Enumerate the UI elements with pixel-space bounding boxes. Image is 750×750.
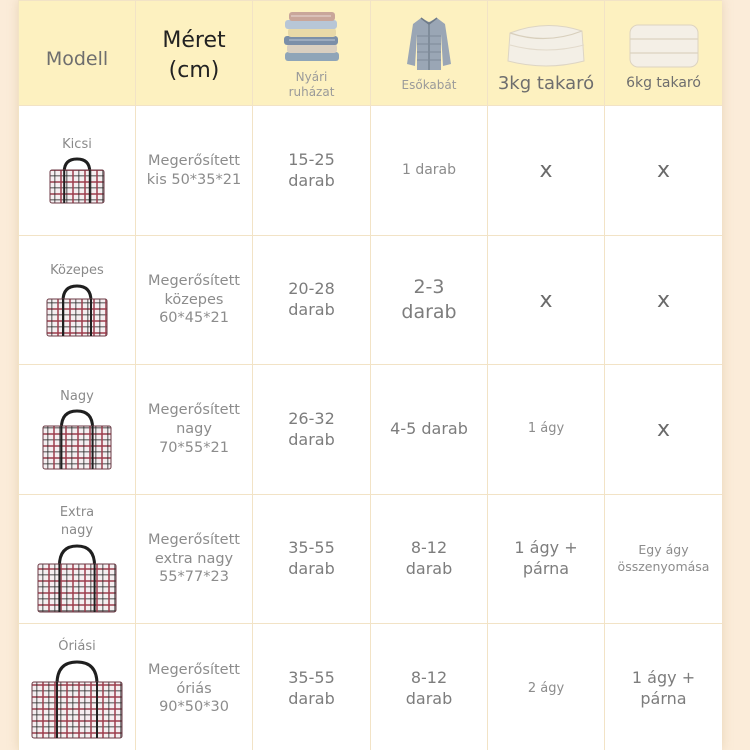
size-text-line: Megerősített: [148, 402, 240, 419]
quilt6-cell: [605, 624, 723, 750]
raincoat-value-line: 2-3: [413, 276, 445, 299]
comparison-card: [18, 0, 722, 750]
table-row: [19, 236, 723, 365]
folded-quilt-icon: [504, 15, 588, 71]
size-cell: [136, 495, 253, 624]
quilt6-value-line: összenyomása: [617, 559, 710, 574]
size-text-line: kis 50*35*21: [146, 171, 242, 188]
size-cell: [136, 624, 253, 750]
quilt6-cell: [605, 106, 723, 236]
summer-value-line: darab: [288, 170, 335, 190]
summer-value-line: 26-32: [288, 408, 335, 428]
summer-value-line: 20-28: [288, 279, 335, 299]
table-row: [19, 365, 723, 495]
quilt6-value-line: x: [656, 158, 671, 183]
size-text-line: 90*50*30: [159, 699, 229, 716]
raincoat-value-line: 8-12: [410, 538, 448, 558]
raincoat-cell: [371, 365, 488, 495]
quilt3-value-line: 1 ágy: [527, 421, 565, 437]
raincoat-cell: [371, 106, 488, 236]
quilt6-cell: [605, 236, 723, 365]
quilt3-value-line: párna: [522, 559, 570, 578]
header-quilt3-label: 3kg takaró: [497, 72, 595, 94]
header-meret-unit: (cm): [168, 58, 220, 83]
plaid-storage-bag-icon: [48, 157, 106, 205]
model-cell: [19, 365, 136, 495]
header-row: [19, 1, 723, 106]
raincoat-value-line: 1 darab: [401, 162, 457, 179]
summer-value-line: darab: [288, 429, 335, 449]
size-text-line: Megerősített: [148, 272, 240, 289]
model-name-line: Nagy: [60, 388, 94, 404]
puffer-jacket-icon: [405, 14, 453, 72]
raincoat-value-line: darab: [405, 689, 453, 708]
header-summer-clothes: [253, 1, 371, 106]
model-name-line: Extra: [59, 505, 95, 521]
header-quilt6: [605, 1, 723, 106]
summer-clothes-cell: [253, 365, 371, 495]
summer-clothes-cell: [253, 106, 371, 236]
plaid-storage-bag-icon: [45, 284, 109, 338]
quilt3-cell: [488, 236, 605, 365]
raincoat-value-line: 4-5 darab: [390, 419, 468, 439]
size-text-line: 55*77*23: [159, 569, 229, 586]
header-raincoat-label: Esőkabát: [401, 77, 457, 92]
raincoat-value-line: darab: [401, 301, 457, 323]
quilt6-cell: [605, 495, 723, 624]
header-modell-label: Modell: [45, 48, 109, 70]
quilt6-cell: [605, 365, 723, 495]
summer-clothes-cell: [253, 624, 371, 750]
thick-quilt-icon: [624, 17, 704, 73]
header-quilt6-label: 6kg takaró: [626, 75, 701, 91]
quilt3-cell: [488, 624, 605, 750]
header-summer-line1: Nyári: [295, 70, 328, 84]
quilt3-value-line: 2 ágy: [527, 680, 565, 696]
raincoat-cell: [371, 236, 488, 365]
model-name-line: Közepes: [50, 263, 104, 279]
quilt3-value-line: x: [539, 287, 553, 313]
summer-value-line: darab: [288, 559, 335, 578]
model-name-line: Kicsi: [62, 136, 92, 152]
size-text-line: 70*55*21: [159, 439, 229, 456]
header-quilt3: [488, 1, 605, 106]
size-cell: [136, 365, 253, 495]
size-text-line: Megerősített: [148, 152, 240, 169]
quilt3-cell: [488, 106, 605, 236]
summer-value-line: 35-55: [288, 538, 335, 558]
model-cell: [19, 106, 136, 236]
quilt3-cell: [488, 495, 605, 624]
size-text-line: közepes: [164, 291, 224, 308]
raincoat-value-line: darab: [405, 559, 453, 578]
summer-value-line: 15-25: [288, 149, 335, 169]
header-raincoat: [371, 1, 488, 106]
quilt6-value-line: x: [656, 417, 671, 442]
header-meret-label: Méret: [162, 28, 226, 54]
plaid-storage-bag-icon: [36, 544, 118, 614]
quilt3-value-line: 1 ágy +: [514, 538, 578, 558]
quilt3-cell: [488, 365, 605, 495]
size-text-line: 60*45*21: [159, 310, 229, 327]
model-cell: [19, 624, 136, 750]
size-text-line: extra nagy: [154, 550, 234, 567]
quilt3-value-line: x: [539, 158, 553, 183]
size-text-line: Megerősített: [148, 531, 240, 548]
table-row: [19, 495, 723, 624]
plaid-storage-bag-icon: [41, 409, 113, 471]
size-text-line: óriás: [176, 680, 212, 697]
table-row: [19, 106, 723, 236]
size-cell: [136, 236, 253, 365]
summer-clothes-cell: [253, 236, 371, 365]
header-modell: [19, 1, 136, 106]
model-cell: [19, 236, 136, 365]
summer-value-line: darab: [288, 689, 335, 708]
raincoat-cell: [371, 495, 488, 624]
summer-value-line: 35-55: [288, 668, 335, 688]
size-comparison-table: [18, 0, 722, 750]
header-summer-line2: ruházat: [288, 85, 335, 99]
model-name-line: Óriási: [58, 639, 96, 655]
raincoat-value-line: 8-12: [410, 668, 448, 688]
table-row: [19, 624, 723, 750]
size-text-line: Megerősített: [148, 661, 240, 678]
model-name-line: nagy: [60, 523, 94, 538]
quilt6-value-line: párna: [640, 689, 687, 708]
summer-clothes-cell: [253, 495, 371, 624]
summer-value-line: darab: [288, 300, 335, 319]
plaid-storage-bag-icon: [30, 660, 124, 740]
raincoat-cell: [371, 624, 488, 750]
size-cell: [136, 106, 253, 236]
quilt6-value-line: x: [656, 287, 671, 313]
folded-clothes-stack-icon: [281, 8, 343, 64]
size-text-line: nagy: [176, 421, 212, 438]
quilt6-value-line: 1 ágy +: [631, 668, 696, 688]
quilt6-value-line: Egy ágy: [638, 542, 689, 558]
model-cell: [19, 495, 136, 624]
header-meret: [136, 1, 253, 106]
